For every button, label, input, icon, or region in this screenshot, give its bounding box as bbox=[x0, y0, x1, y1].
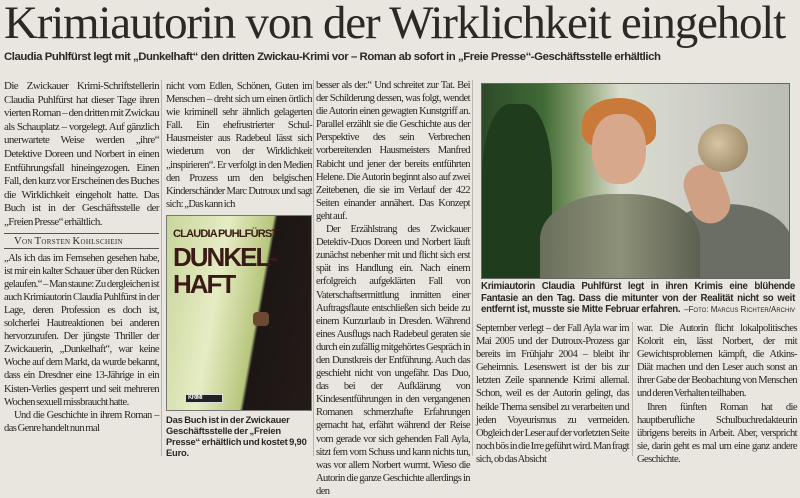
article-column-2 bbox=[166, 80, 312, 458]
article-column-1 bbox=[4, 80, 159, 435]
headline: Krimiautorin von der Wirklichkeit eingeholt bbox=[4, 0, 785, 49]
body-paragraph: Und die Geschichte in ihrem Roman – das Genre handelt nun mal bbox=[4, 409, 159, 434]
photo-caption bbox=[481, 281, 795, 316]
person-face bbox=[592, 114, 646, 184]
body-paragraph: Ihren fünften Roman hat die hauptberufliche Schulbuchredakteurin übrigens bereits in Arbeit. Aber, verspricht sie, darin geht es mal um eine ganz andere Geschichte. bbox=[637, 401, 797, 465]
column-divider bbox=[632, 322, 633, 456]
book-title: DUNKEL- HAFT bbox=[173, 241, 276, 299]
article-lead: Die Zwickauer Krimi-Schriftstellerin Claudia Puhlfürst hat dieser Tage ihren vierten Roman – den dritten mit Zwickau als Schauplatz – vorgelegt. Auf gänzlich unerwartete Weise werden „ihre“ Detektive Doreen und Norbert in einen Entführungsfall hineingezogen. Einen Fall, den kurz vor Erscheinen des Buches die Wirklichkeit eingeholt hatte. Das Buch ist in der Geschäftsstelle der „Freien Presse“ erhältlich. bbox=[4, 80, 159, 228]
body-paragraph: Der Erzählstrang des Zwickauer Detektiv-Duos Doreen und Norbert läuft zunächst nebenher mit und flicht sich erst spät ins Handlung ein. Nach einem erfolgreich aufgeklärten Fall von Vaterschaftsermittlung inmitten einer Auftragsflaute entschließen sich beide zu einem Kurzurlaub in Dresden. Während eines Ausflugs nach Radebeul geraten sie durch ein zufällig mitgehörtes Gespräch in den Dunstkreis der Entführung. Auch das geschieht nicht von ungefähr. Das Duo, das bei der Aufklärung von Kindesentführungen in den vergangenen Romanen schmerzhafte Erfahrungen gemacht hat, erfährt während der Reise vom gerade vor sich gehenden Fall Ayla, sitzt fern vom Schuss und kann nichts tun, was vor allem Norbert wurmt. Wieso die Autorin die ganze Geschichte allerdings in den bbox=[316, 224, 470, 497]
body-paragraph: war. Die Autorin flicht lokalpolitisches Kolorit ein, lässt Norbert, der mit Gewichtsproblemen kämpft, die Atkins-Diät machen und den Leser auch sonst an ihrer Gabe der Beobachtung von Menschen und deren Verhalten teilhaben. bbox=[637, 323, 797, 400]
body-paragraph: besser als der.“ Und schreitet zur Tat. Bei der Schilderung dessen, was folgt, wendet die Autorin einen gewagten Kunstgriff an. Parallel erzählt sie die Geschichte aus der Perspektive des sein Verbrechen vorbereitenden Hausmeisters Manfred Rabicht und jener der bereits entführten Helene. Die Autorin beginnt also auf zwei Zeitebenen, die sie im Verlauf der 422 Seiten einander annähert. Das Konzept geht auf. bbox=[316, 80, 470, 222]
column-divider bbox=[161, 80, 162, 456]
article-column-5 bbox=[637, 322, 797, 466]
subheadline: Claudia Puhlfürst legt mit „Dunkelhaft“ den dritten Zwickau-Krimi vor – Roman ab sofort in „Freie Presse“-Geschäftsstelle erhältlich bbox=[4, 51, 661, 63]
article-column-4 bbox=[476, 322, 629, 466]
photo-credit: –Foto: Marcus Richter/Archiv bbox=[684, 305, 795, 315]
photo-caption-text: Krimiautorin Claudia Puhlfürst legt in ihren Krimis eine blühende Fantasie an den Tag. Dass die mitunter von der Realität nicht so weit entfernt ist, musste sie Mitte Februar erfahren. bbox=[481, 281, 795, 316]
publisher-logo: KRIMI bbox=[185, 394, 223, 403]
door-handle bbox=[253, 312, 269, 326]
byline: Von Torsten Kohlschein bbox=[4, 233, 159, 249]
body-paragraph: September verlegt – der Fall Ayla war im Mai 2005 und der Dutroux-Prozess gar bereits im Frühjahr 2004 – bleibt ihr Geheimnis. Lesenswert ist der bis zur letzten Zeile spannende Krimi allemal. Schon, weil es der Autorin gelingt, das heikle Thema sensibel zu verarbeiten und jeden Voyeurismus zu vermeiden. Obgleich der Leser auf der vorletzten Seite noch bös in die Irre geführt wird. Man fragt sich, ob das Absicht bbox=[476, 323, 629, 465]
person-body bbox=[540, 194, 700, 279]
body-paragraph: nicht vom Edlen, Schönen, Guten im Menschen – dreht sich um einen örtlich wie kriminell sehr ähnlich gelagerten Fall. Ein ehefrustrierter Schul-Hausmeister aus Radebeul lässt sich wiederum von der Wirklichkeit „inspirieren“. Er verfolgt in den Medien den Prozess um den belgischen Kinderschänder Marc Dutroux und sagt sich: „Das kann ich bbox=[166, 81, 312, 210]
book-caption: Das Buch ist in der Zwickauer Geschäftsstelle der „Freien Presse“ erhältlich und kostet 9,90 Euro. bbox=[166, 413, 307, 458]
column-divider bbox=[472, 80, 473, 456]
body-paragraph: „Als ich das im Fernsehen gesehen habe, ist mir ein kalter Schauer über den Rücken gelaufen.“ – Man staune: Zu dergleichen ist auch Krimiautorin Claudia Puhlfürst in der Lage, deren Profession es doch ist, solcherlei Hautreaktionen bei anderen hervorzurufen. Der jüngste Thriller der Zwickauerin, „Dunkelhaft“, war keine Woche auf dem Markt, da wurde bekannt, dass ein Dresdner eine 13-Jährige in ein Kisten-Verlies gesperrt und seit mehreren Wochen sexuell missbraucht hatte. bbox=[4, 252, 159, 408]
book-cover-image bbox=[166, 215, 312, 411]
author-photo bbox=[481, 83, 790, 279]
book-author: CLAUDIA PUHLFÜRST bbox=[173, 227, 278, 240]
article-column-3 bbox=[316, 79, 470, 498]
column-divider bbox=[313, 80, 314, 456]
skull bbox=[698, 124, 748, 172]
